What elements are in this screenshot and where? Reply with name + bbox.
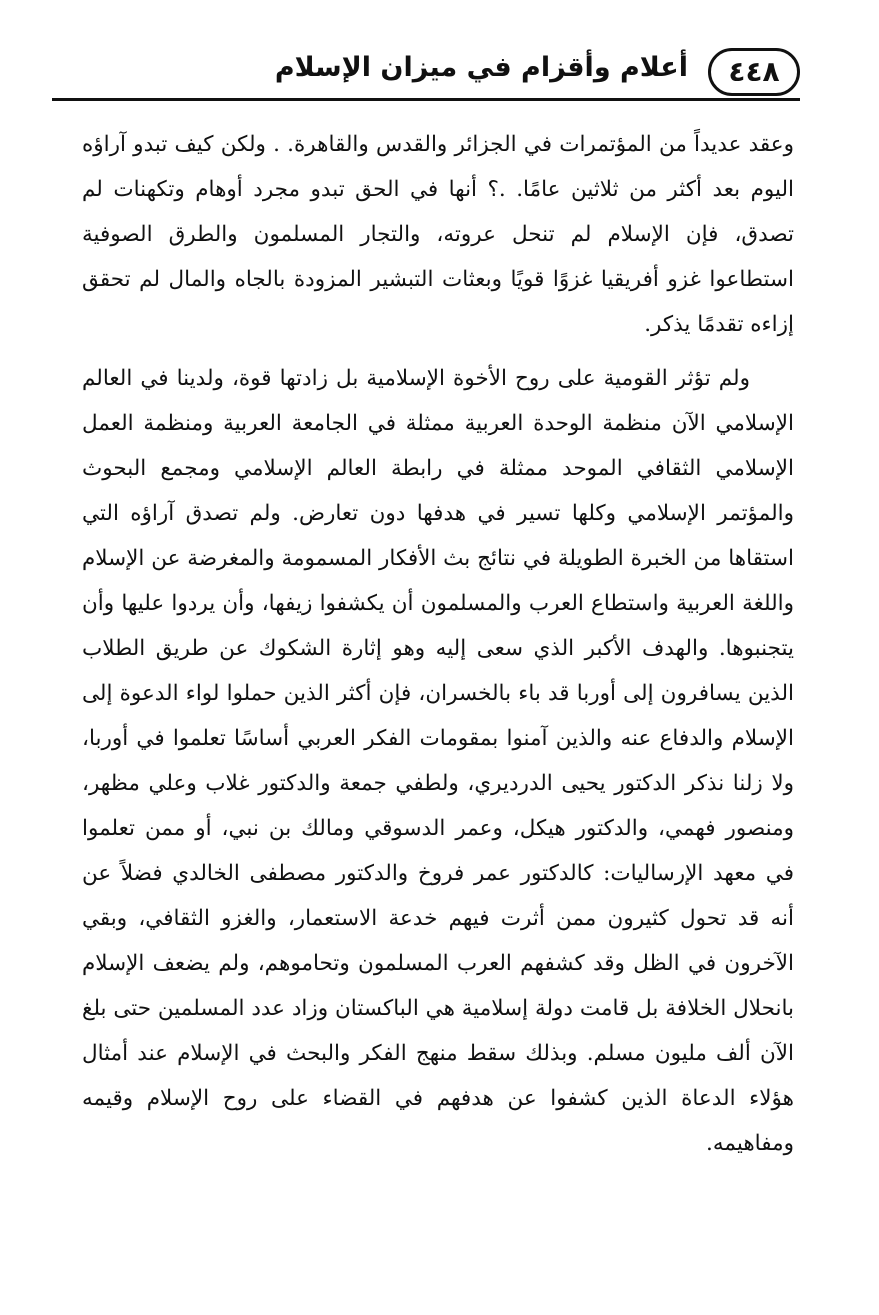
header-rule	[52, 98, 800, 101]
page-body	[82, 122, 794, 1166]
page-header	[52, 40, 800, 110]
running-title: أعلام وأقزام في ميزان الإسلام	[274, 52, 688, 83]
page-number: ٤٤٨	[728, 55, 780, 88]
paragraph: وعقد عديداً من المؤتمرات في الجزائر والقدس والقاهرة. . ولكن كيف تبدو آراؤه اليوم بعد أكثر من ثلاثين عامًا. .؟ أنها في الحق تبدو مجرد أوهام وتكهنات لم تصدق، فإن الإسلام لم تنحل عروته، والتجار المسلمون والطرق الصوفية استطاعوا غزو أفريقيا غزوًا قويًا وبعثات التبشير المزودة بالجاه والمال لم تحقق إزاءه تقدمًا يذكر.	[82, 132, 794, 337]
paragraph: ولم تؤثر القومية على روح الأخوة الإسلامية بل زادتها قوة، ولدينا في العالم الإسلامي الآن منظمة الوحدة العربية ممثلة في الجامعة العربية ومنظمة العمل الإسلامي الثقافي الموحد ممثلة في رابطة العالم الإسلامي ومجمع البحوث والمؤتمر الإسلامي وكلها تسير في هدفها دون تعارض. ولم تصدق آراؤه التي استقاها من الخبرة الطويلة في نتائج بث الأفكار المسمومة والمغرضة عن الإسلام واللغة العربية واستطاع العرب والمسلمون أن يكشفوا زيفها، وأن يردوا عليها وأن يتجنبوها. والهدف الأكبر الذي سعى إليه وهو إثارة الشكوك عن طريق الطلاب الذين يسافرون إلى أوربا قد باء بالخسران، فإن أكثر الذين حملوا لواء الدعوة إلى الإسلام والدفاع عنه والذين آمنوا بمقومات الفكر العربي أساسًا تعلموا في أوربا، ولا زلنا نذكر الدكتور يحيى الدرديري، ولطفي جمعة والدكتور غلاب وعلي مظهر، ومنصور فهمي، والدكتور هيكل، وعمر الدسوقي ومالك بن نبي، أو ممن تعلموا في معهد الإرساليات: كالدكتور عمر فروخ والدكتور مصطفى الخالدي فضلاً عن أنه قد تحول كثيرون ممن أثرت فيهم خدعة الاستعمار، والغزو الثقافي، وبقي الآخرون في الظل وقد كشفهم العرب المسلمون وتحاموهم، ولم يضعف الإسلام بانحلال الخلافة بل قامت دولة إسلامية هي الباكستان وزاد عدد المسلمين حتى بلغ الآن ألف مليون مسلم. وبذلك سقط منهج الفكر والبحث في الإسلام عند أمثال هؤلاء الدعاة الذين كشفوا عن هدفهم في القضاء على روح الإسلام وقيمه ومفاهيمه.	[82, 366, 794, 1156]
page-number-badge	[708, 48, 800, 96]
